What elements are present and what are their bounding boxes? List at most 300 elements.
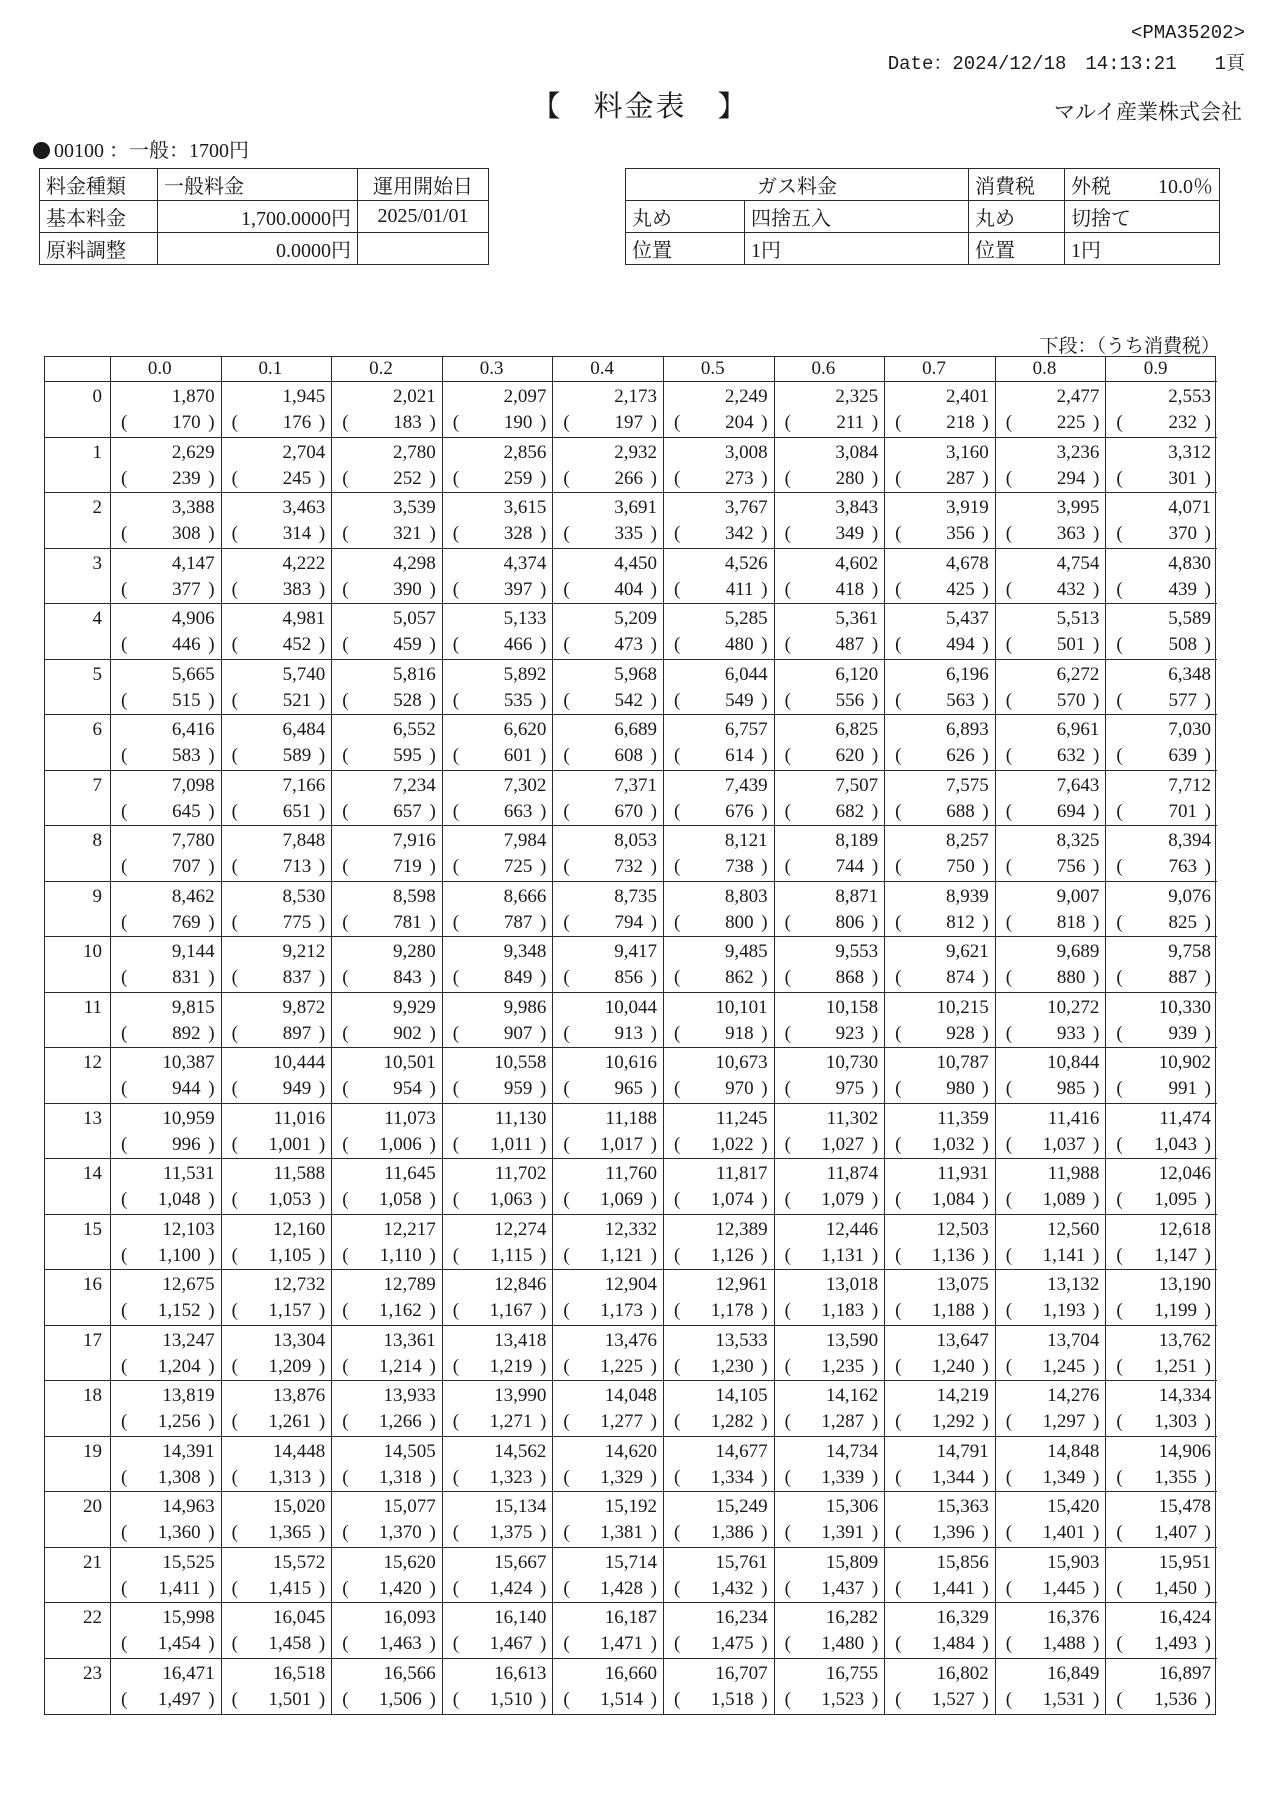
rate-cell [664,660,775,716]
tax-value: 190 [503,412,533,433]
column-header: 0.8 [996,357,1107,382]
column-header: 0.3 [443,357,554,382]
paren-close: ) [1204,412,1211,433]
rate-cell [222,1326,333,1382]
tax-value: 342 [725,523,754,544]
paren-open: ( [784,911,791,933]
price-value: 9,815 [171,996,215,1018]
paren-close: ) [650,1133,657,1155]
paren-open: ( [342,1022,349,1044]
paren-open: ( [1116,1078,1123,1099]
paren-open: ( [673,967,681,988]
paren-open: ( [563,578,570,600]
price-value: 14,048 [604,1385,657,1406]
tax-value: 897 [282,1022,312,1044]
paren-open: ( [895,1633,902,1654]
rate-cell [996,1270,1107,1326]
price-value: 14,620 [604,1440,657,1462]
tax-value: 1,193 [1042,1300,1086,1321]
tax-value: 1,037 [1042,1133,1086,1155]
paren-open: ( [895,800,902,822]
price-value: 8,666 [503,885,547,907]
price-value: 13,418 [494,1329,547,1351]
tax-value: 1,375 [489,1522,533,1543]
bullet-icon [33,142,50,159]
paren-open: ( [1116,1133,1123,1155]
paren-close: ) [871,523,879,544]
paren-open: ( [231,856,238,877]
paren-open: ( [1005,1078,1013,1099]
tax-value: 356 [946,523,975,544]
price-value: 15,809 [825,1551,879,1573]
paren-open: ( [1116,1633,1123,1654]
price-value: 12,560 [1047,1218,1100,1240]
paren-close: ) [318,1078,326,1099]
paren-open: ( [895,967,902,988]
rate-cell [553,1492,664,1548]
rate-cell [443,715,554,771]
paren-close: ) [208,1300,215,1321]
price-value: 4,071 [1168,497,1211,518]
paren-open: ( [231,578,238,600]
rate-cell [111,549,222,605]
row-header: 2 [45,493,111,549]
paren-close: ) [761,1133,768,1155]
paren-open: ( [563,1466,570,1488]
paren-open: ( [342,1466,349,1488]
rate-cell [664,1048,775,1104]
position-label: 位置 [626,233,745,265]
rate-cell [332,1659,443,1715]
paren-open: ( [895,1688,902,1710]
paren-open: ( [895,1244,902,1266]
rate-cell [775,1548,886,1604]
paren-open: ( [452,1022,460,1044]
tax-value: 563 [946,689,975,711]
row-header: 13 [45,1104,111,1160]
tax-value: 266 [614,467,643,489]
rate-cell [111,1548,222,1604]
tax-value: 1,261 [268,1411,312,1432]
paren-close: ) [982,1078,989,1099]
price-value: 6,893 [946,719,989,740]
paren-open: ( [563,634,570,655]
adjustment-label: 原料調整 [40,233,158,265]
paren-open: ( [121,1633,128,1654]
price-value: 11,188 [605,1107,657,1129]
price-value: 15,572 [272,1551,326,1573]
paren-open: ( [452,467,460,489]
price-value: 16,849 [1047,1662,1100,1684]
paren-open: ( [1116,1411,1123,1432]
price-value: 3,236 [1056,441,1100,463]
rate-cell [775,1270,886,1326]
tax-value: 521 [282,689,312,711]
rate-cell [553,1159,664,1215]
paren-close: ) [871,1411,879,1432]
price-value: 12,389 [715,1218,768,1240]
price-value: 16,424 [1158,1607,1211,1628]
paren-close: ) [540,1688,547,1710]
paren-close: ) [761,911,768,933]
tax-value: 211 [836,412,865,433]
rate-cell [553,660,664,716]
tax-value: 933 [1056,1022,1086,1044]
price-value: 8,257 [946,830,989,851]
tax-value: 411 [725,578,754,600]
paren-open: ( [563,523,570,544]
paren-close: ) [761,467,768,489]
base-fee-value: 1,700.0000円 [158,201,358,233]
paren-close: ) [871,1688,879,1710]
rate-cell [885,1048,996,1104]
paren-open: ( [563,856,570,877]
rate-cell [996,1437,1107,1493]
price-value: 15,478 [1158,1496,1211,1517]
price-value: 6,689 [614,719,657,740]
paren-open: ( [563,745,570,766]
paren-open: ( [1005,1411,1013,1432]
paren-open: ( [673,911,681,933]
paren-close: ) [982,634,989,655]
price-value: 11,245 [716,1107,768,1129]
paren-open: ( [231,1688,238,1710]
rate-cell [111,1437,222,1493]
paren-close: ) [982,412,989,433]
rate-cell [775,1215,886,1271]
row-header: 18 [45,1381,111,1437]
rate-cell [775,493,886,549]
price-value: 8,189 [835,830,879,851]
rate-cell [443,1381,554,1437]
row-header: 9 [45,882,111,938]
rate-cell [885,1659,996,1715]
price-value: 6,552 [393,719,436,740]
price-value: 13,762 [1158,1329,1211,1351]
rate-cell [996,1603,1107,1659]
price-value: 16,471 [162,1662,215,1684]
paren-close: ) [318,1244,326,1266]
tax-value: 825 [1168,911,1197,933]
paren-close: ) [429,1688,436,1710]
rate-cell [553,937,664,993]
rate-cell [1106,1659,1217,1715]
rate-cell [222,993,333,1049]
paren-open: ( [1005,745,1013,766]
paren-open: ( [452,1466,460,1488]
row-header: 11 [45,993,111,1049]
paren-close: ) [318,745,326,766]
paren-open: ( [895,1189,902,1210]
rate-cell [996,1048,1107,1104]
price-value: 14,677 [715,1440,768,1462]
rate-cell [443,604,554,660]
rate-cell [996,1326,1107,1382]
price-value: 3,615 [503,497,547,518]
paren-open: ( [342,523,349,544]
paren-open: ( [563,1022,570,1044]
tax-value: 1,292 [932,1411,975,1432]
paren-close: ) [429,467,436,489]
tax-value: 446 [172,634,201,655]
price-value: 5,437 [946,608,989,629]
paren-open: ( [231,800,238,822]
paren-open: ( [673,1022,681,1044]
price-value: 5,209 [614,608,657,629]
price-value: 11,760 [605,1163,657,1184]
tax-value: 1,105 [268,1244,312,1266]
tax-value: 480 [725,634,754,655]
price-value: 11,302 [826,1107,879,1129]
tax-value: 959 [503,1078,533,1099]
paren-open: ( [895,689,902,711]
paren-open: ( [121,1355,128,1377]
price-value: 13,533 [715,1329,768,1351]
paren-close: ) [429,911,436,933]
price-value: 3,388 [171,497,215,518]
price-value: 16,376 [1047,1607,1100,1628]
tax-value: 1,277 [600,1411,643,1432]
tax-value: 515 [172,689,201,711]
tax-value: 1,214 [379,1355,422,1377]
paren-open: ( [563,1189,570,1210]
price-value: 13,647 [936,1329,989,1351]
paren-close: ) [208,523,215,544]
price-value: 3,160 [946,441,989,463]
tax-value: 756 [1056,856,1086,877]
tax-value: 657 [393,800,422,822]
rate-cell [885,937,996,993]
tax-value: 1,058 [379,1189,422,1210]
rate-cell [443,493,554,549]
price-value: 14,448 [272,1440,326,1462]
paren-open: ( [342,1522,349,1543]
tax-value: 494 [946,634,975,655]
rate-cell [222,660,333,716]
price-value: 12,618 [1158,1218,1211,1240]
tax-label: 消費税 [969,169,1065,201]
tax-value: 614 [725,745,754,766]
paren-open: ( [452,634,460,655]
rate-cell [553,1326,664,1382]
rate-cell [553,604,664,660]
rate-cell [885,438,996,494]
price-value: 16,187 [604,1607,657,1628]
rate-cell [775,1048,886,1104]
tax-value: 1,428 [600,1577,643,1599]
rate-cell [222,1437,333,1493]
price-value: 15,134 [494,1496,547,1517]
price-value: 5,816 [393,663,436,685]
tax-value: 501 [1056,634,1086,655]
rate-cell [222,1159,333,1215]
paren-close: ) [540,911,547,933]
tax-value: 335 [614,523,643,544]
paren-close: ) [1093,1189,1100,1210]
tax-value: 1,188 [932,1300,975,1321]
paren-close: ) [1204,1688,1211,1710]
paren-close: ) [982,911,989,933]
paren-open: ( [784,1244,791,1266]
price-value: 11,531 [163,1163,215,1184]
tax-value: 980 [946,1078,975,1099]
paren-open: ( [452,856,460,877]
price-value: 9,212 [282,941,326,962]
tax-value: 651 [282,800,312,822]
price-value: 9,872 [282,996,326,1018]
tax-value: 887 [1168,967,1197,988]
paren-close: ) [650,1355,657,1377]
paren-open: ( [673,1688,681,1710]
rate-cell [1106,1104,1217,1160]
rate-cell [885,1270,996,1326]
paren-open: ( [895,578,902,600]
paren-close: ) [429,800,436,822]
paren-close: ) [871,967,879,988]
tax-value: 806 [835,911,865,933]
paren-close: ) [318,1022,326,1044]
paren-close: ) [429,1466,436,1488]
paren-open: ( [563,689,570,711]
rate-cell [443,660,554,716]
price-value: 11,359 [937,1107,989,1129]
column-header: 0.4 [553,357,664,382]
column-header: 0.1 [222,357,333,382]
tax-value: 1,501 [268,1688,312,1710]
rate-cell [443,882,554,938]
paren-open: ( [342,578,349,600]
rate-cell [996,438,1107,494]
price-value: 2,704 [282,441,326,463]
row-header: 19 [45,1437,111,1493]
tax-value: 939 [1168,1022,1197,1044]
price-value: 3,995 [1056,497,1100,518]
paren-close: ) [429,1189,436,1210]
tax-value: 328 [503,523,533,544]
rate-cell [222,1270,333,1326]
tax-value: 701 [1168,800,1197,822]
rate-cell [1106,882,1217,938]
rate-cell [111,993,222,1049]
paren-open: ( [895,1466,902,1488]
paren-open: ( [342,1633,349,1654]
paren-close: ) [982,800,989,822]
paren-close: ) [982,1688,989,1710]
price-value: 14,276 [1047,1385,1100,1406]
price-value: 9,929 [393,996,436,1018]
paren-close: ) [1093,1466,1100,1488]
price-value: 11,988 [1047,1163,1100,1184]
paren-open: ( [121,578,128,600]
paren-open: ( [673,689,681,711]
price-value: 16,093 [383,1607,436,1628]
paren-open: ( [121,1133,128,1155]
row-header: 22 [45,1603,111,1659]
paren-open: ( [231,1522,238,1543]
rate-cell [775,1381,886,1437]
paren-close: ) [761,1522,768,1543]
paren-close: ) [982,1633,989,1654]
paren-close: ) [318,1189,326,1210]
tax-value: 1,484 [932,1633,975,1654]
price-value: 7,166 [282,774,326,796]
paren-open: ( [1005,412,1013,433]
tax-value: 1,271 [489,1411,533,1432]
paren-open: ( [895,523,902,544]
price-value: 4,450 [614,552,657,574]
paren-open: ( [1005,634,1013,655]
rate-cell [553,715,664,771]
rate-cell [443,1603,554,1659]
paren-close: ) [982,523,989,544]
paren-close: ) [871,1244,879,1266]
rate-cell [332,1437,443,1493]
empty-cell [358,233,489,265]
paren-close: ) [1093,1078,1100,1099]
price-value: 8,121 [724,830,768,851]
rate-cell [996,1215,1107,1271]
paren-close: ) [318,467,326,489]
paren-close: ) [1204,1411,1211,1432]
paren-open: ( [1116,745,1123,766]
paren-close: ) [318,1688,326,1710]
rate-cell [885,1326,996,1382]
paren-open: ( [1005,856,1013,877]
rate-cell [332,771,443,827]
tax-value: 1,147 [1154,1244,1197,1266]
rate-cell [222,937,333,993]
rate-cell [443,438,554,494]
tax-value: 432 [1056,578,1086,600]
paren-close: ) [761,523,768,544]
tax-value: 397 [503,578,533,600]
rate-type-value: 一般料金 [158,169,358,201]
rate-cell [222,1603,333,1659]
price-value: 10,330 [1158,996,1211,1018]
paren-open: ( [673,523,681,544]
price-value: 8,871 [835,885,879,907]
tax-value: 1,069 [600,1189,643,1210]
price-value: 15,420 [1047,1496,1100,1517]
rate-cell [775,549,886,605]
paren-close: ) [1204,800,1211,822]
paren-close: ) [540,745,547,766]
price-value: 15,951 [1158,1551,1211,1573]
price-value: 14,105 [715,1385,768,1406]
paren-open: ( [452,1355,460,1377]
rate-cell [885,660,996,716]
tax-value: 991 [1168,1078,1197,1099]
paren-close: ) [871,1078,879,1099]
tax-value: 1,450 [1154,1577,1197,1599]
rate-cell [332,1215,443,1271]
tax-value: 775 [282,911,312,933]
rate-cell [332,604,443,660]
paren-close: ) [429,689,436,711]
paren-open: ( [121,1300,128,1321]
paren-open: ( [231,1244,238,1266]
price-value: 2,553 [1168,386,1211,407]
tax-value: 1,043 [1154,1133,1197,1155]
tax-value: 831 [172,967,201,988]
price-value: 16,566 [383,1662,436,1684]
paren-close: ) [540,856,547,877]
rate-cell [1106,1270,1217,1326]
paren-close: ) [318,1133,326,1155]
price-value: 3,084 [835,441,879,463]
rate-cell [664,1492,775,1548]
rate-cell [885,1603,996,1659]
